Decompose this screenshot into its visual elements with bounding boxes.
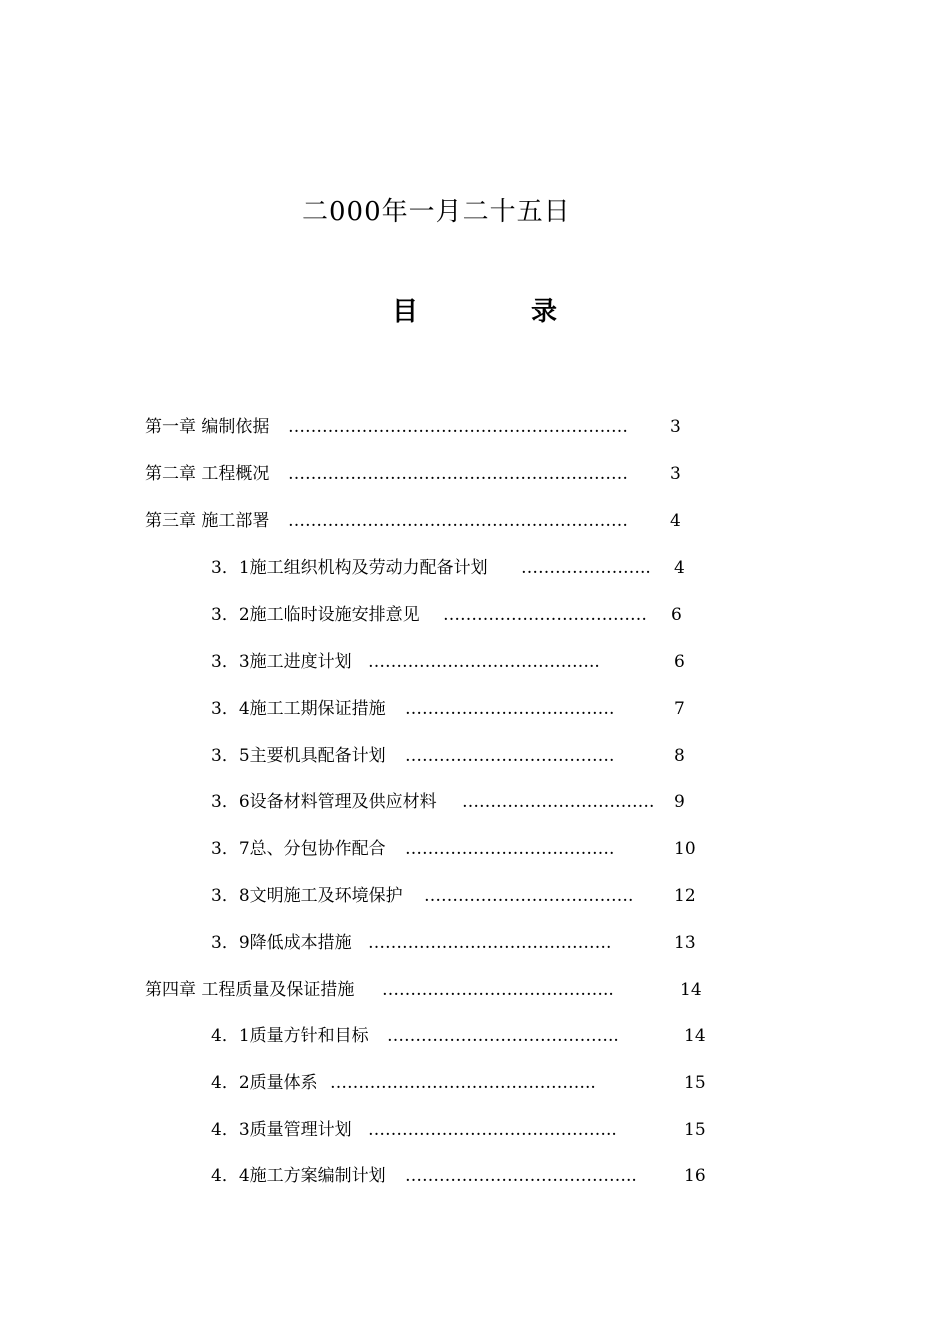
toc-entry-page: 14 xyxy=(684,1026,706,1046)
toc-entry-section-3-1[interactable] xyxy=(211,553,705,583)
toc-entry-page: 6 xyxy=(671,605,682,625)
toc-entry-page: 9 xyxy=(674,792,685,812)
toc-entry-page: 6 xyxy=(674,652,685,672)
toc-entry-page: 3 xyxy=(670,464,681,484)
toc-entry-page: 8 xyxy=(674,746,685,766)
toc-entry-page: 13 xyxy=(674,933,696,953)
toc-entry-label: 第二章 工程概况 xyxy=(145,464,270,484)
toc-entry-chapter-2[interactable] xyxy=(145,459,705,489)
toc-entry-label: 3．2施工临时设施安排意见 xyxy=(211,605,420,625)
toc-entry-page: 7 xyxy=(674,699,685,719)
document-date: 二000年一月二十五日 xyxy=(302,197,571,227)
toc-entry-label: 3．6设备材料管理及供应材料 xyxy=(211,792,437,812)
toc-entry-leader: ……………………………………….. xyxy=(330,1073,596,1093)
toc-entry-section-3-8[interactable] xyxy=(211,881,705,911)
toc-entry-section-3-5[interactable] xyxy=(211,741,705,771)
toc-entry-chapter-4[interactable] xyxy=(145,975,705,1005)
toc-entry-leader: ……………………………………. xyxy=(368,933,612,953)
toc-entry-page: 4 xyxy=(674,558,685,578)
toc-entry-label: 3．8文明施工及环境保护 xyxy=(211,886,403,906)
toc-entry-section-3-9[interactable] xyxy=(211,928,705,958)
toc-entry-label: 4．4施工方案编制计划 xyxy=(211,1166,386,1186)
toc-entry-section-3-4[interactable] xyxy=(211,694,705,724)
toc-entry-leader: ………………….. xyxy=(521,558,651,578)
toc-entry-page: 15 xyxy=(684,1120,706,1140)
toc-entry-page: 4 xyxy=(670,511,681,531)
toc-entry-leader: ………………………………. xyxy=(424,886,634,906)
toc-entry-label: 3．1施工组织机构及劳动力配备计划 xyxy=(211,558,488,578)
toc-entry-label: 3．3施工进度计划 xyxy=(211,652,352,672)
toc-entry-leader: …………………………………………………… xyxy=(288,511,628,531)
toc-entry-section-4-4[interactable] xyxy=(211,1161,705,1191)
toc-entry-leader: …………………………………….. xyxy=(368,1120,617,1140)
toc-entry-leader: ………………………………. xyxy=(405,699,615,719)
toc-entry-section-3-2[interactable] xyxy=(211,600,705,630)
toc-entry-section-4-1[interactable] xyxy=(211,1021,705,1051)
toc-entry-label: 4．1质量方针和目标 xyxy=(211,1026,369,1046)
toc-entry-page: 15 xyxy=(684,1073,706,1093)
toc-entry-section-4-3[interactable] xyxy=(211,1115,705,1145)
toc-entry-page: 12 xyxy=(674,886,696,906)
toc-entry-section-4-2[interactable] xyxy=(211,1068,705,1098)
toc-heading-char-1: 目 xyxy=(392,297,419,327)
toc-entry-label: 第四章 工程质量及保证措施 xyxy=(145,980,355,1000)
toc-entry-label: 第三章 施工部署 xyxy=(145,511,270,531)
toc-entry-page: 16 xyxy=(684,1166,706,1186)
toc-entry-page: 10 xyxy=(674,839,696,859)
toc-heading xyxy=(392,292,572,332)
toc-entry-leader: ………………………………….. xyxy=(368,652,600,672)
toc-entry-chapter-1[interactable] xyxy=(145,412,705,442)
toc-entry-leader: …………………………………………………… xyxy=(288,417,628,437)
toc-entry-label: 3．9降低成本措施 xyxy=(211,933,352,953)
toc-entry-label: 4．3质量管理计划 xyxy=(211,1120,352,1140)
toc-entry-label: 第一章 编制依据 xyxy=(145,417,270,437)
toc-entry-chapter-3[interactable] xyxy=(145,506,705,536)
toc-entry-leader: ……………………………… xyxy=(443,605,647,625)
toc-entry-label: 3．4施工工期保证措施 xyxy=(211,699,386,719)
toc-entry-leader: ………………………………….. xyxy=(405,1166,637,1186)
toc-entry-label: 3．7总、分包协作配合 xyxy=(211,839,386,859)
toc-entry-leader: …………………………………………………… xyxy=(288,464,628,484)
toc-entry-leader: ……………………………. xyxy=(462,792,655,812)
toc-entry-label: 4．2质量体系 xyxy=(211,1073,318,1093)
toc-entry-leader: ………………………………. xyxy=(405,746,615,766)
toc-entry-label: 3．5主要机具配备计划 xyxy=(211,746,386,766)
toc-entry-page: 14 xyxy=(680,980,702,1000)
toc-entry-page: 3 xyxy=(670,417,681,437)
toc-entry-section-3-3[interactable] xyxy=(211,647,705,677)
toc-entry-leader: ………………………………….. xyxy=(382,980,614,1000)
toc-entry-section-3-7[interactable] xyxy=(211,834,705,864)
toc-heading-char-2: 录 xyxy=(531,297,558,327)
toc-entry-leader: ………………………………….. xyxy=(387,1026,619,1046)
toc-entry-section-3-6[interactable] xyxy=(211,787,705,817)
toc-entry-leader: ………………………………. xyxy=(405,839,615,859)
